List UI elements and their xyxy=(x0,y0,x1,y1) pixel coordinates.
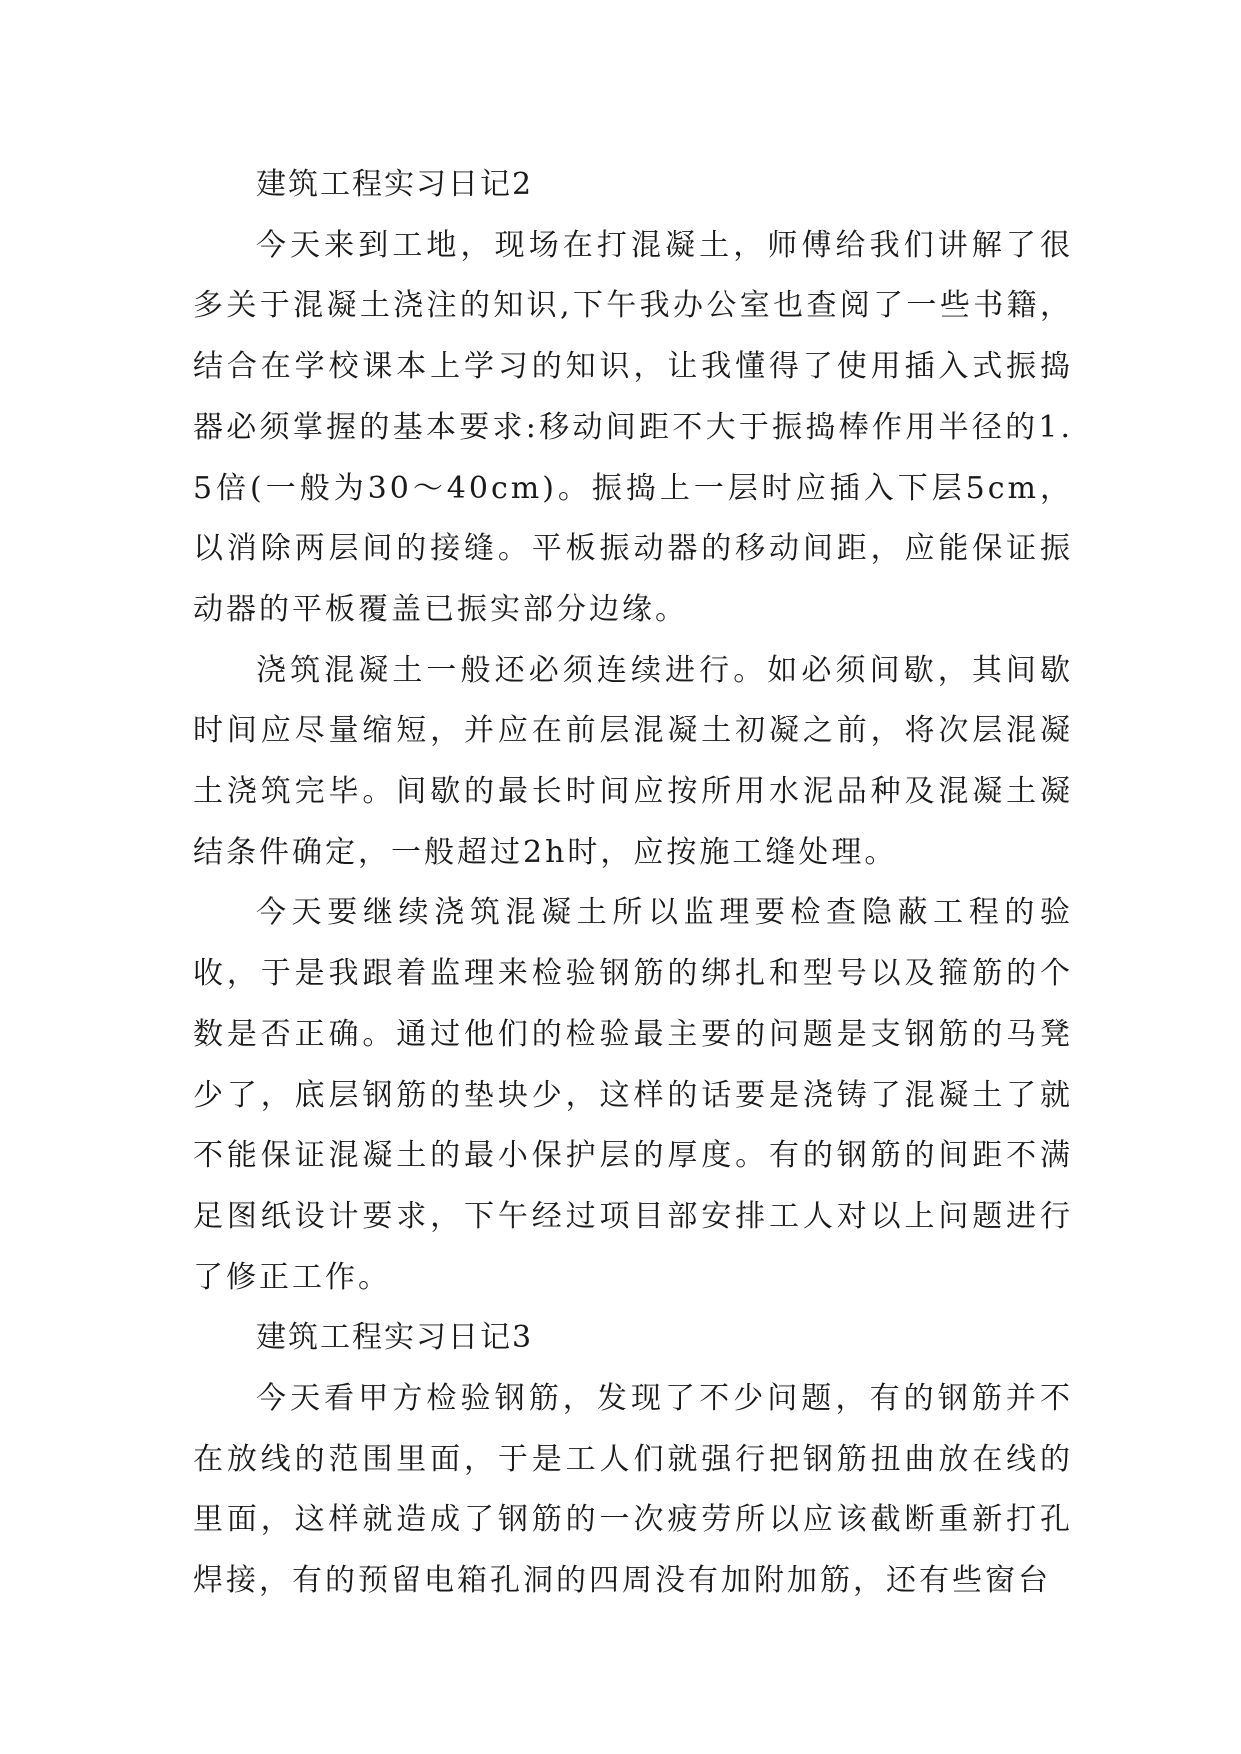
diary-heading-3: 建筑工程实习日记3 xyxy=(256,1320,534,1356)
paragraph-rebar-check: 今天看甲方检验钢筋，发现了不少问题，有的钢筋并不在放线的范围里面，于是工人们就强行把钢筋扭曲放在线的里面，这样就造成了钢筋的一次疲劳所以应该截断重新打孔焊接，有的预留电箱孔洞的四周没有加附加筋，还有些窗台 xyxy=(193,1381,1073,1599)
document-body xyxy=(193,155,1073,1612)
paragraph-continuous-pouring: 浇筑混凝土一般还必须连续进行。如必须间歇，其间歇时间应尽量缩短，并应在前层混凝土初凝之前，将次层混凝土浇筑完毕。间歇的最长时间应按所用水泥品种及混凝土凝结条件确定，一般超过2h时，应按施工缝处理。 xyxy=(193,652,1073,870)
paragraph-concrete-pouring: 今天来到工地，现场在打混凝土，师傅给我们讲解了很多关于混凝土浇注的知识,下午我办公室也查阅了一些书籍，结合在学校课本上学习的知识，让我懂得了使用插入式振捣器必须掌握的基本要求:移动间距不大于振捣棒作用半径的1.5倍(一般为30～40cm)。振捣上一层时应插入下层5cm，以消除两层间的接缝。平板振动器的移动间距，应能保证振动器的平板覆盖已振实部分边缘。 xyxy=(193,227,1073,627)
paragraph-inspection: 今天要继续浇筑混凝土所以监理要检查隐蔽工程的验收，于是我跟着监理来检验钢筋的绑扎和型号以及箍筋的个数是否正确。通过他们的检验最主要的问题是支钢筋的马凳少了，底层钢筋的垫块少，这样的话要是浇铸了混凝土了就不能保证混凝土的最小保护层的厚度。有的钢筋的间距不满足图纸设计要求，下午经过项目部安排工人对以上问题进行了修正工作。 xyxy=(193,895,1073,1295)
diary-heading-2: 建筑工程实习日记2 xyxy=(256,167,534,202)
